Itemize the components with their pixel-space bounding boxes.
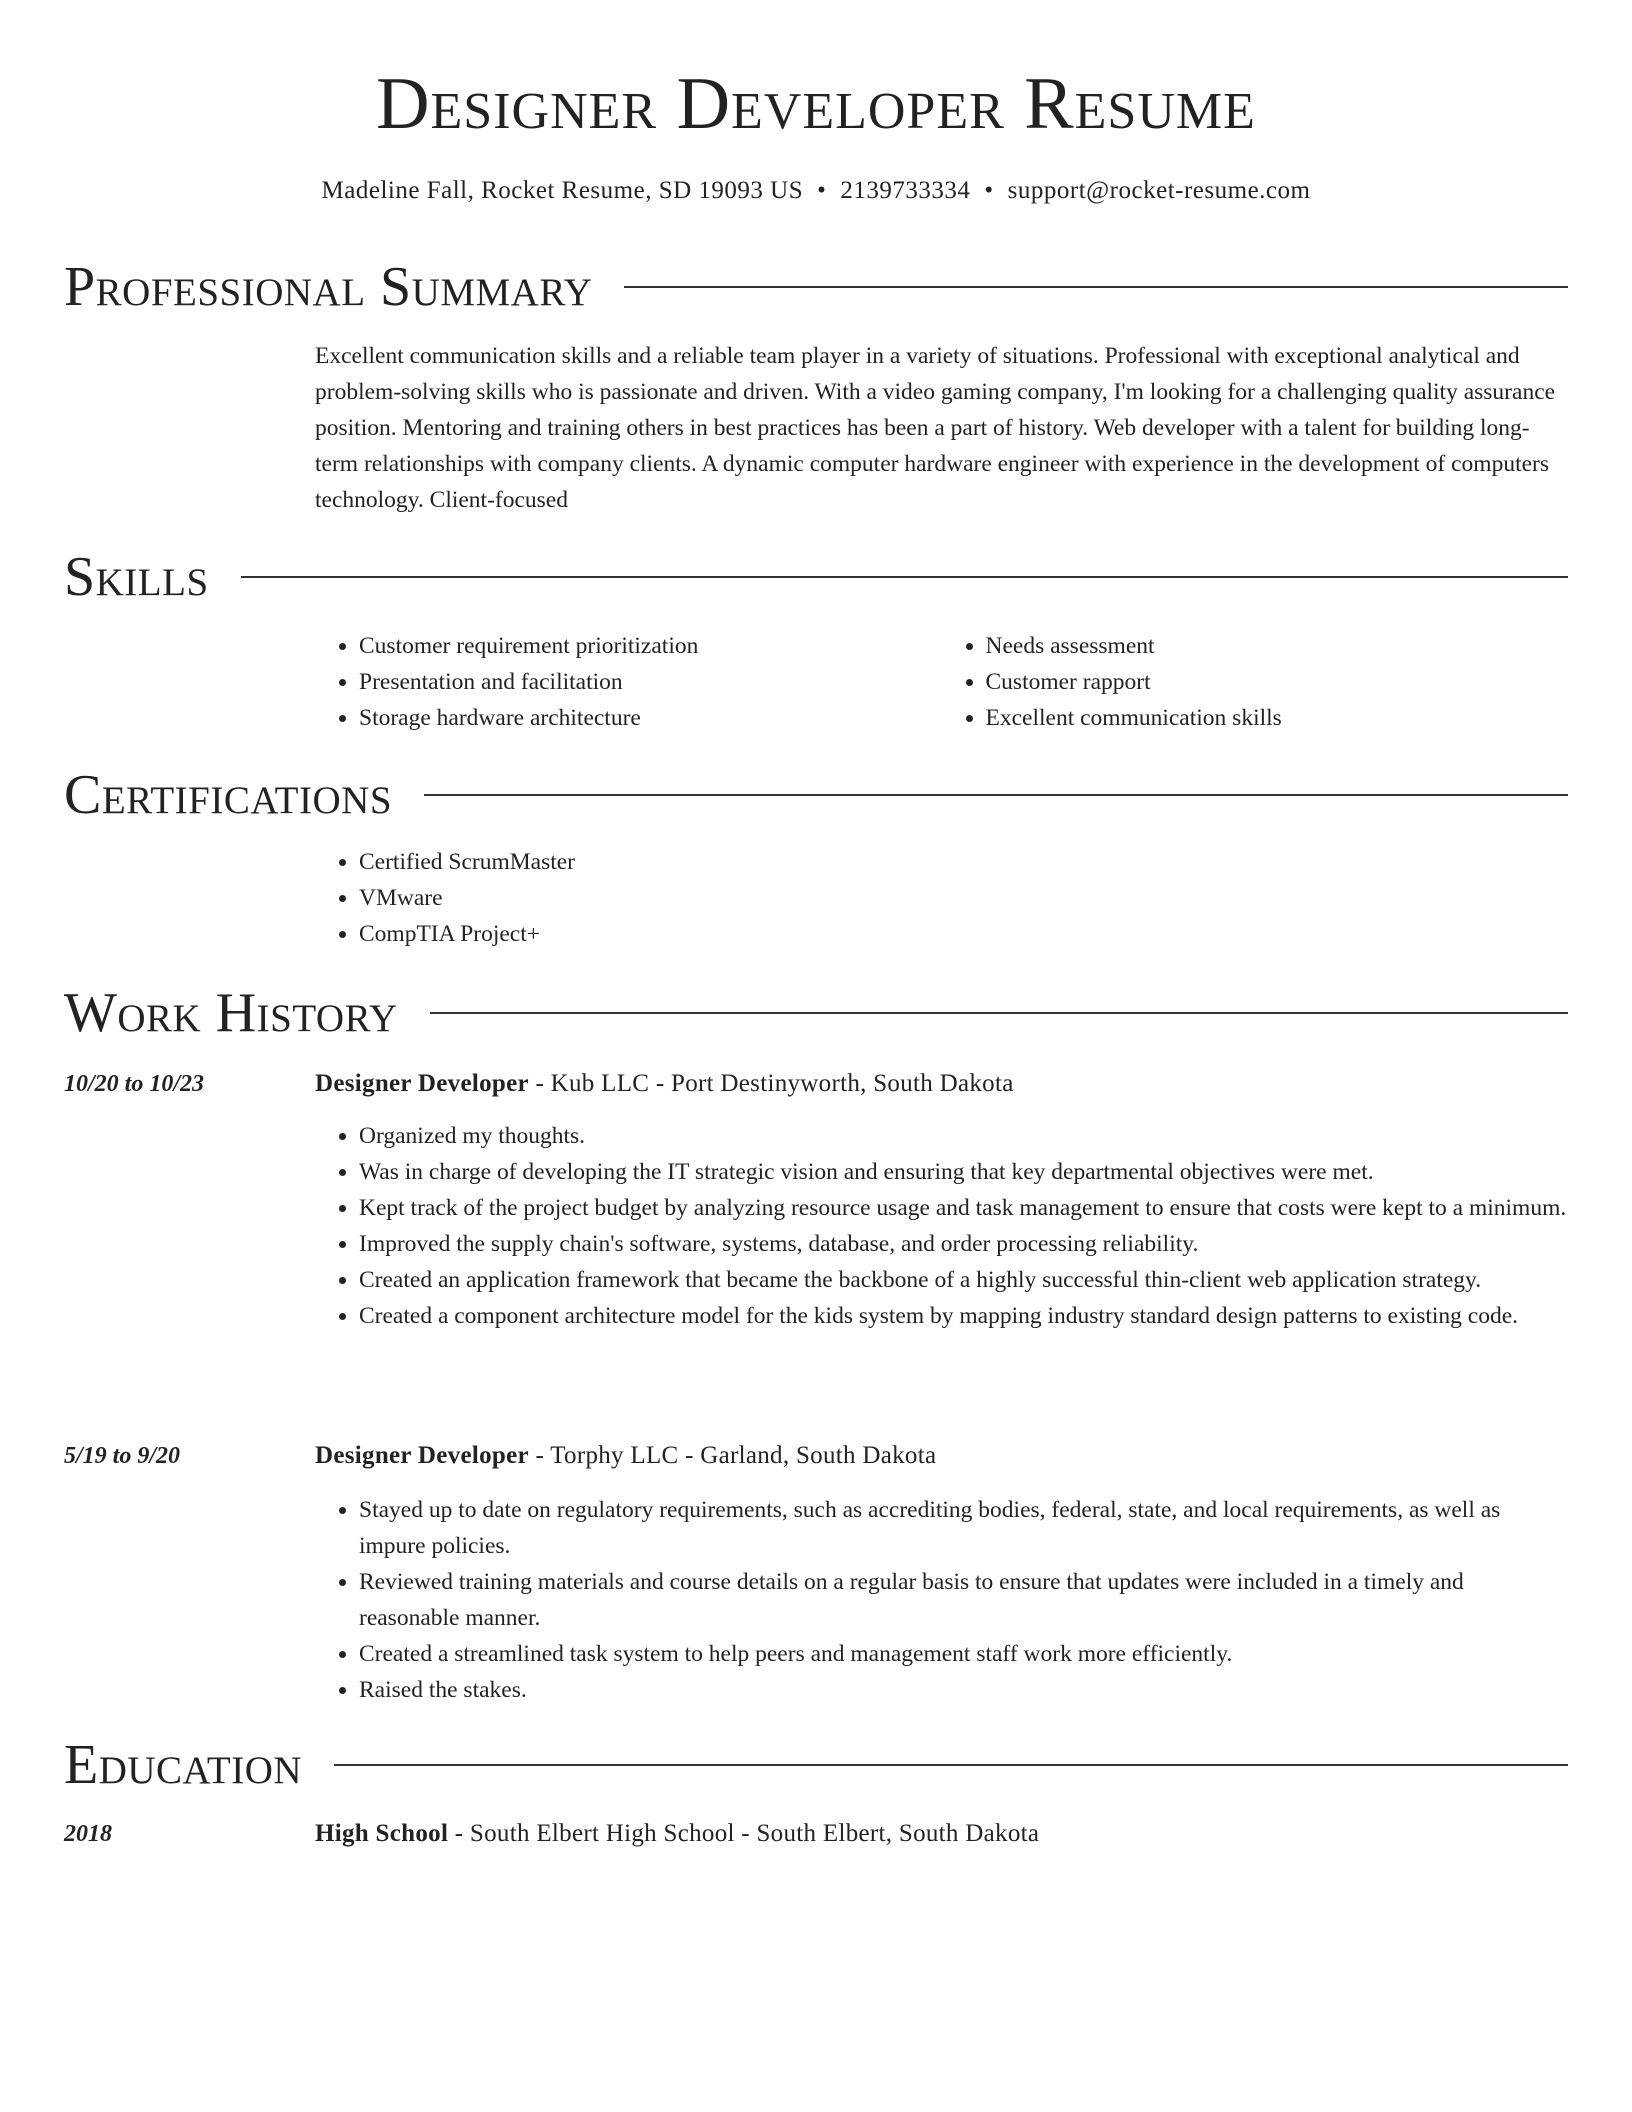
work-heading: Work History [64, 982, 398, 1044]
separator-bullet: • [817, 177, 827, 204]
job-dates: 5/19 to 9/20 [64, 1443, 181, 1469]
job-bullet: • Raised the stakes. [359, 1672, 1568, 1708]
skill-item: • Excellent communication skills [986, 700, 1569, 736]
section-divider [424, 794, 1568, 796]
job-role: Designer Developer [315, 1070, 529, 1097]
certification-item: • Certified ScrumMaster [359, 844, 1568, 880]
job-bullets [315, 1492, 1568, 1708]
separator-bullet: • [984, 177, 994, 204]
job-bullet: • Kept track of the project budget by analyzing resource usage and task management to ensure that costs were kept to a minimum. [359, 1190, 1568, 1226]
contact-email: support@rocket-resume.com [1007, 177, 1311, 204]
job-role: Designer Developer [315, 1442, 529, 1469]
summary-body [315, 338, 1568, 518]
certifications-body [315, 844, 1568, 952]
education-year: 2018 [64, 1821, 112, 1847]
job-bullet: • Created a streamlined task system to help peers and management staff work more efficiently. [359, 1636, 1568, 1672]
job-bullet: • Organized my thoughts. [359, 1118, 1568, 1154]
skill-item: • Presentation and facilitation [359, 664, 942, 700]
summary-section-header [64, 252, 1568, 322]
skills-section-header [64, 542, 1568, 612]
skills-heading: Skills [64, 546, 209, 608]
contact-line [0, 174, 1632, 208]
education-line [315, 1816, 1568, 1852]
section-divider [241, 576, 1568, 578]
certification-item: • CompTIA Project+ [359, 916, 1568, 952]
section-divider [430, 1012, 1568, 1014]
skill-item: • Storage hardware architecture [359, 700, 942, 736]
job-bullet: • Was in charge of developing the IT strategic vision and ensuring that key departmental objectives were met. [359, 1154, 1568, 1190]
certifications-list [315, 844, 1568, 952]
skill-item: • Customer rapport [986, 664, 1569, 700]
skill-item: • Needs assessment [986, 628, 1569, 664]
job-bullet: • Reviewed training materials and course details on a regular basis to ensure that updates were included in a timely and reasonable manner. [359, 1564, 1568, 1636]
certifications-heading: Certifications [64, 764, 393, 826]
job-bullet: • Created an application framework that became the backbone of a highly successful thin-client web application strategy. [359, 1262, 1568, 1298]
job-bullet: • Stayed up to date on regulatory requirements, such as accrediting bodies, federal, state, and local requirements, as well as impure policies. [359, 1492, 1568, 1564]
summary-heading: Professional Summary [64, 256, 593, 318]
contact-address: Madeline Fall, Rocket Resume, SD 19093 US [321, 177, 804, 204]
work-section-header [64, 978, 1568, 1048]
job-dates: 10/20 to 10/23 [64, 1071, 205, 1097]
section-divider [624, 286, 1568, 288]
skills-list-right [942, 628, 1569, 736]
job-bullet: • Improved the supply chain's software, systems, database, and order processing reliability. [359, 1226, 1568, 1262]
section-divider [334, 1764, 1568, 1766]
skill-item: • Customer requirement prioritization [359, 628, 942, 664]
resume-title: Designer Developer Resume [376, 63, 1256, 145]
job-company: - Kub LLC - Port Destinyworth, South Dakota [528, 1070, 1014, 1097]
education-school: - South Elbert High School - South Elbert, South Dakota [448, 1820, 1040, 1847]
job-bullets [315, 1118, 1568, 1334]
certifications-section-header [64, 760, 1568, 830]
skills-columns [315, 628, 1568, 736]
skills-list-left [315, 628, 942, 736]
education-heading: Education [64, 1734, 303, 1796]
job-bullet: • Created a component architecture model for the kids system by mapping industry standard design patterns to existing code. [359, 1298, 1568, 1334]
education-section-header [64, 1730, 1568, 1800]
education-degree: High School [315, 1820, 449, 1847]
job-title-line [315, 1438, 1568, 1474]
skills-body [315, 628, 1568, 736]
job-title-line [315, 1066, 1568, 1102]
job-company: - Torphy LLC - Garland, South Dakota [528, 1442, 937, 1469]
contact-phone: 2139733334 [840, 177, 971, 204]
summary-text: Excellent communication skills and a reliable team player in a variety of situations. Professional with exceptional analytical and problem-solving skills who is passionate and driven. With a video gaming company, I'm looking for a challenging quality assurance position. Mentoring and training others in best practices has been a part of history. Web developer with a talent for building long-term relationships with company clients. A dynamic computer hardware engineer with experience in the development of computers technology. Client-focused [315, 343, 1556, 513]
job-bullet-list [315, 1492, 1568, 1708]
certification-item: • VMware [359, 880, 1568, 916]
job-bullet-list [315, 1118, 1568, 1334]
